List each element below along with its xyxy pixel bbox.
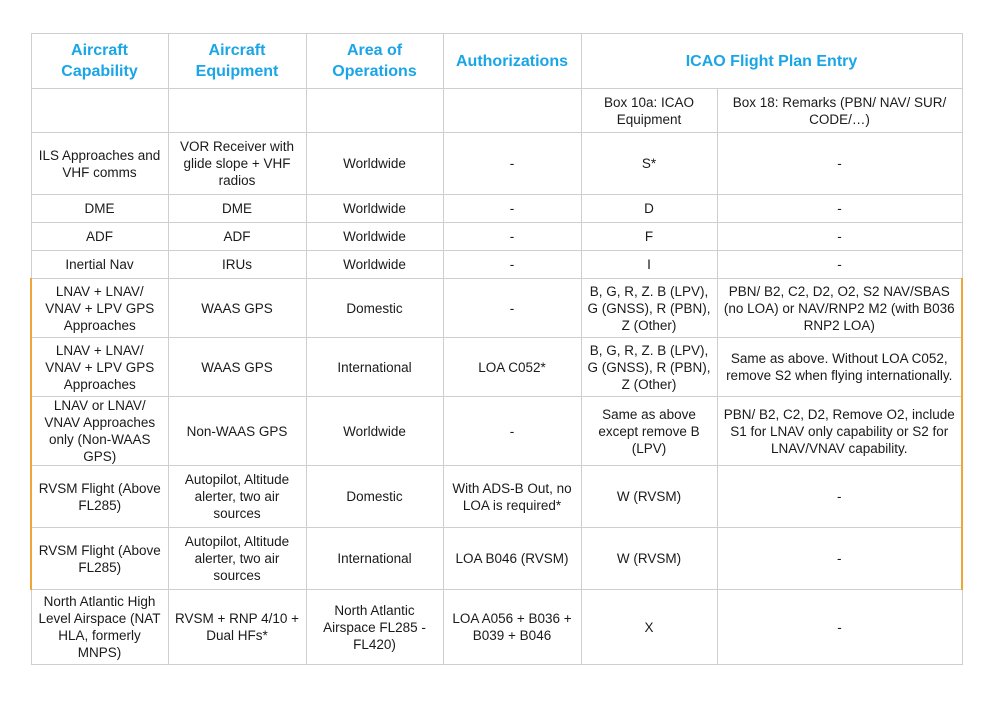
cell-box18: Same as above. Without LOA C052, remove S2 when flying internationally. bbox=[717, 338, 962, 397]
cell-area: Worldwide bbox=[306, 251, 443, 279]
cell-equipment: VOR Receiver with glide slope + VHF radios bbox=[168, 133, 306, 195]
col-header-authorizations: Authorizations bbox=[443, 34, 581, 89]
cell-equipment: DME bbox=[168, 195, 306, 223]
cell-capability: ADF bbox=[31, 223, 168, 251]
table-row bbox=[31, 590, 962, 665]
cell-box10a: S* bbox=[581, 133, 717, 195]
cell-capability: RVSM Flight (Above FL285) bbox=[31, 528, 168, 590]
cell-equipment: Non-WAAS GPS bbox=[168, 397, 306, 466]
cell-box18: - bbox=[717, 466, 962, 528]
cell-area: International bbox=[306, 338, 443, 397]
cell-authorizations: - bbox=[443, 251, 581, 279]
cell-area: Domestic bbox=[306, 466, 443, 528]
cell-box10a: B, G, R, Z. B (LPV), G (GNSS), R (PBN), Z (Other) bbox=[581, 279, 717, 338]
table-row bbox=[31, 195, 962, 223]
cell-area: North Atlantic Airspace FL285 - FL420) bbox=[306, 590, 443, 665]
cell-area: Worldwide bbox=[306, 397, 443, 466]
cell-box18: - bbox=[717, 223, 962, 251]
cell-area: Domestic bbox=[306, 279, 443, 338]
cell-authorizations: With ADS-B Out, no LOA is required* bbox=[443, 466, 581, 528]
icao-equipment-table bbox=[30, 33, 963, 665]
cell-capability: LNAV + LNAV/ VNAV + LPV GPS Approaches bbox=[31, 338, 168, 397]
cell-box10a: W (RVSM) bbox=[581, 528, 717, 590]
cell-capability: North Atlantic High Level Airspace (NAT HLA, formerly MNPS) bbox=[31, 590, 168, 665]
cell-capability: RVSM Flight (Above FL285) bbox=[31, 466, 168, 528]
subheader-empty bbox=[168, 89, 306, 133]
cell-area: Worldwide bbox=[306, 195, 443, 223]
cell-area: Worldwide bbox=[306, 223, 443, 251]
cell-box18: - bbox=[717, 590, 962, 665]
col-header-equipment: Aircraft Equipment bbox=[168, 34, 306, 89]
cell-authorizations: LOA C052* bbox=[443, 338, 581, 397]
cell-area: International bbox=[306, 528, 443, 590]
subheader-empty bbox=[443, 89, 581, 133]
subheader-empty bbox=[31, 89, 168, 133]
cell-box10a: W (RVSM) bbox=[581, 466, 717, 528]
subheader-box18: Box 18: Remarks (PBN/ NAV/ SUR/ CODE/…) bbox=[717, 89, 962, 133]
cell-box10a: Same as above except remove B (LPV) bbox=[581, 397, 717, 466]
cell-capability: LNAV + LNAV/ VNAV + LPV GPS Approaches bbox=[31, 279, 168, 338]
subheader-box10a: Box 10a: ICAO Equipment bbox=[581, 89, 717, 133]
cell-box10a: I bbox=[581, 251, 717, 279]
table-row bbox=[31, 251, 962, 279]
table-row bbox=[31, 397, 962, 466]
cell-equipment: Autopilot, Altitude alerter, two air sources bbox=[168, 528, 306, 590]
cell-capability: DME bbox=[31, 195, 168, 223]
cell-equipment: IRUs bbox=[168, 251, 306, 279]
table-row bbox=[31, 279, 962, 338]
cell-equipment: RVSM + RNP 4/10 + Dual HFs* bbox=[168, 590, 306, 665]
cell-authorizations: - bbox=[443, 279, 581, 338]
table-row bbox=[31, 338, 962, 397]
cell-authorizations: - bbox=[443, 397, 581, 466]
subheader-empty bbox=[306, 89, 443, 133]
table-row bbox=[31, 528, 962, 590]
cell-capability: ILS Approaches and VHF comms bbox=[31, 133, 168, 195]
cell-authorizations: LOA B046 (RVSM) bbox=[443, 528, 581, 590]
col-header-area: Area of Operations bbox=[306, 34, 443, 89]
subheader-row bbox=[31, 89, 962, 133]
header-row bbox=[31, 34, 962, 89]
cell-box18: - bbox=[717, 251, 962, 279]
cell-equipment: Autopilot, Altitude alerter, two air sources bbox=[168, 466, 306, 528]
cell-box18: - bbox=[717, 528, 962, 590]
cell-box18: - bbox=[717, 133, 962, 195]
col-header-icao: ICAO Flight Plan Entry bbox=[581, 34, 962, 89]
cell-box10a: B, G, R, Z. B (LPV), G (GNSS), R (PBN), Z (Other) bbox=[581, 338, 717, 397]
cell-authorizations: - bbox=[443, 133, 581, 195]
cell-equipment: WAAS GPS bbox=[168, 279, 306, 338]
cell-box18: PBN/ B2, C2, D2, Remove O2, include S1 for LNAV only capability or S2 for LNAV/VNAV capability. bbox=[717, 397, 962, 466]
cell-capability: LNAV or LNAV/ VNAV Approaches only (Non-WAAS GPS) bbox=[31, 397, 168, 466]
cell-box10a: F bbox=[581, 223, 717, 251]
cell-box10a: D bbox=[581, 195, 717, 223]
cell-authorizations: - bbox=[443, 195, 581, 223]
cell-box18: PBN/ B2, C2, D2, O2, S2 NAV/SBAS (no LOA) or NAV/RNP2 M2 (with B036 RNP2 LOA) bbox=[717, 279, 962, 338]
cell-box18: - bbox=[717, 195, 962, 223]
table-row bbox=[31, 133, 962, 195]
cell-equipment: WAAS GPS bbox=[168, 338, 306, 397]
cell-equipment: ADF bbox=[168, 223, 306, 251]
table-row bbox=[31, 466, 962, 528]
table-row bbox=[31, 223, 962, 251]
cell-box10a: X bbox=[581, 590, 717, 665]
cell-area: Worldwide bbox=[306, 133, 443, 195]
cell-authorizations: - bbox=[443, 223, 581, 251]
cell-capability: Inertial Nav bbox=[31, 251, 168, 279]
cell-authorizations: LOA A056 + B036 + B039 + B046 bbox=[443, 590, 581, 665]
col-header-capability: Aircraft Capability bbox=[31, 34, 168, 89]
